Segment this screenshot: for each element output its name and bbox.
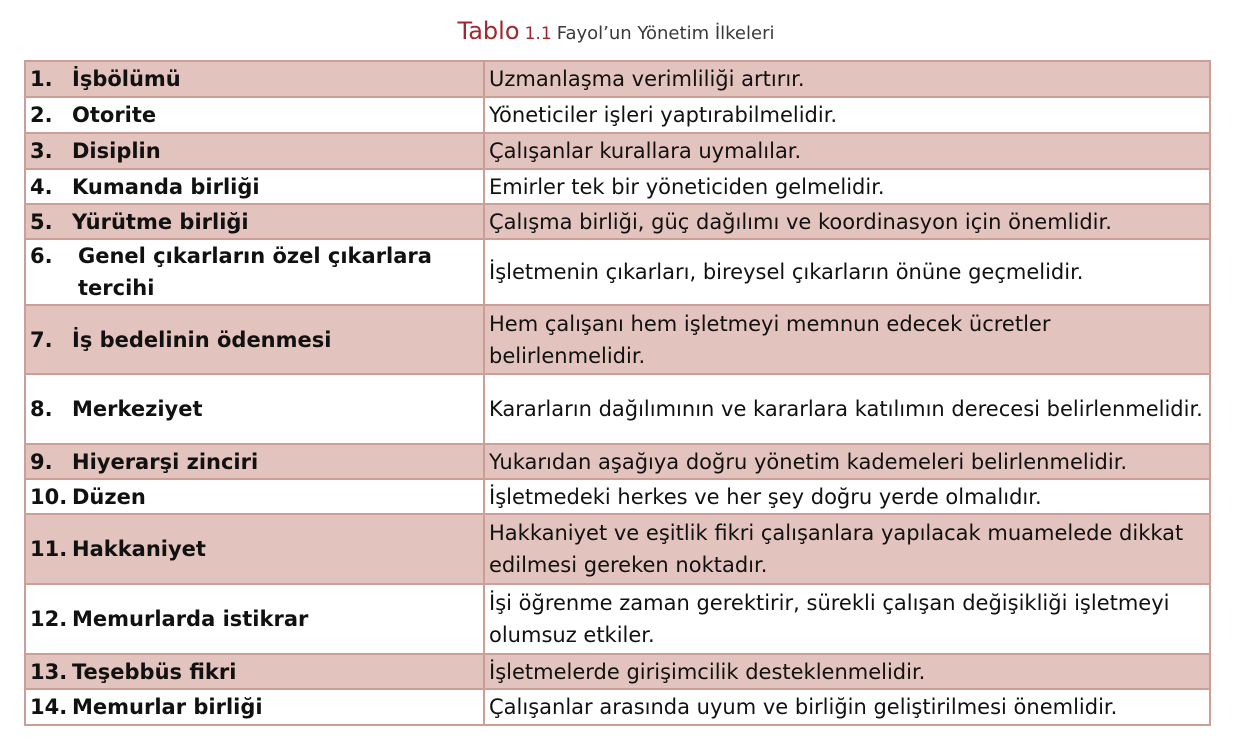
- principle-cell: [25, 169, 484, 204]
- table-row: [25, 444, 1210, 479]
- principle-name: Disiplin: [72, 139, 161, 163]
- principle-name: Hiyerarşi zinciri: [72, 449, 259, 474]
- table-row: [25, 654, 1210, 689]
- table-row: [25, 239, 1210, 305]
- principle-description: Kararların dağılımının ve kararlara katılımın derecesi belirlenmelidir.: [484, 374, 1210, 444]
- principle-description: İşi öğrenme zaman gerektirir, sürekli çalışan değişikliği işletmeyi olumsuz etkiler.: [484, 584, 1210, 654]
- principle-name: Kumanda birliği: [72, 174, 260, 199]
- principle-cell: [25, 514, 484, 584]
- principle-number: 7.: [30, 327, 53, 352]
- principle-number: 6.: [30, 244, 53, 268]
- principle-description: İşletmenin çıkarları, bireysel çıkarların önüne geçmelidir.: [484, 239, 1210, 305]
- caption-title: Fayol’un Yönetim İlkeleri: [556, 23, 775, 44]
- principle-cell: [25, 133, 484, 169]
- table-caption: [0, 16, 1232, 49]
- principle-number: 14.: [30, 695, 68, 719]
- principle-number: 1.: [30, 67, 53, 91]
- principle-number: 11.: [30, 537, 68, 561]
- principle-cell: [25, 444, 484, 479]
- principle-number: 8.: [30, 397, 53, 421]
- principle-cell: [25, 654, 484, 689]
- table-row: [25, 584, 1210, 654]
- principle-description: Emirler tek bir yöneticiden gelmelidir.: [484, 169, 1210, 204]
- principle-description: İşletmedeki herkes ve her şey doğru yerde olmalıdır.: [484, 479, 1210, 514]
- principle-name: İşbölümü: [72, 67, 181, 91]
- principle-cell: [25, 305, 484, 374]
- principle-cell: [25, 204, 484, 239]
- table-row: [25, 689, 1210, 725]
- table-row: [25, 305, 1210, 374]
- principle-description: Çalışma birliği, güç dağılımı ve koordinasyon için önemlidir.: [484, 204, 1210, 239]
- principle-number: 12.: [30, 607, 68, 631]
- principle-description: Yukarıdan aşağıya doğru yönetim kademeleri belirlenmelidir.: [484, 444, 1210, 479]
- principle-number: 5.: [30, 209, 53, 234]
- principle-cell: [25, 689, 484, 725]
- principle-number: 4.: [30, 174, 53, 199]
- principle-description: Yöneticiler işleri yaptırabilmelidir.: [484, 97, 1210, 133]
- principle-cell: [25, 239, 484, 305]
- principle-number: 9.: [30, 449, 53, 474]
- principle-number: 2.: [30, 103, 53, 127]
- table-row: [25, 374, 1210, 444]
- principle-description: Hakkaniyet ve eşitlik fikri çalışanlara yapılacak muamelede dikkat edilmesi gereken noktadır.: [484, 514, 1210, 584]
- table-row: [25, 61, 1210, 97]
- principle-name: Otorite: [72, 103, 157, 127]
- principle-name: İş bedelinin ödenmesi: [72, 327, 332, 352]
- principle-description: İşletmelerde girişimcilik desteklenmelidir.: [484, 654, 1210, 689]
- table-row: [25, 514, 1210, 584]
- table-row: [25, 479, 1210, 514]
- principle-number: 3.: [30, 139, 53, 163]
- principle-name: Hakkaniyet: [72, 537, 206, 561]
- principle-description: Çalışanlar kurallara uymalılar.: [484, 133, 1210, 169]
- table-row: [25, 204, 1210, 239]
- table-row: [25, 169, 1210, 204]
- principle-description: Uzmanlaşma verimliliği artırır.: [484, 61, 1210, 97]
- principle-cell: [25, 61, 484, 97]
- caption-table-number: 1.1: [524, 24, 552, 44]
- principle-name: Genel çıkarların özel çıkarlara tercihi: [78, 244, 432, 300]
- table-row: [25, 133, 1210, 169]
- principle-cell: [25, 584, 484, 654]
- principle-name: Teşebbüs fikri: [72, 659, 237, 684]
- table-row: [25, 97, 1210, 133]
- principle-cell: [25, 97, 484, 133]
- fayol-principles-table: [24, 60, 1211, 726]
- principle-number: 10.: [30, 484, 68, 509]
- principle-name: Yürütme birliği: [72, 209, 249, 234]
- principle-name: Memurlar birliği: [72, 695, 263, 719]
- principle-name: Düzen: [72, 484, 146, 509]
- principle-number: 13.: [30, 659, 68, 684]
- principle-name: Merkeziyet: [72, 397, 203, 421]
- principle-cell: [25, 479, 484, 514]
- principle-description: Çalışanlar arasında uyum ve birliğin geliştirilmesi önemlidir.: [484, 689, 1210, 725]
- principle-cell: [25, 374, 484, 444]
- principle-name: Memurlarda istikrar: [72, 607, 309, 631]
- principle-description: Hem çalışanı hem işletmeyi memnun edecek ücretler belirlenmelidir.: [484, 305, 1210, 374]
- caption-tablo-label: Tablo: [457, 17, 520, 45]
